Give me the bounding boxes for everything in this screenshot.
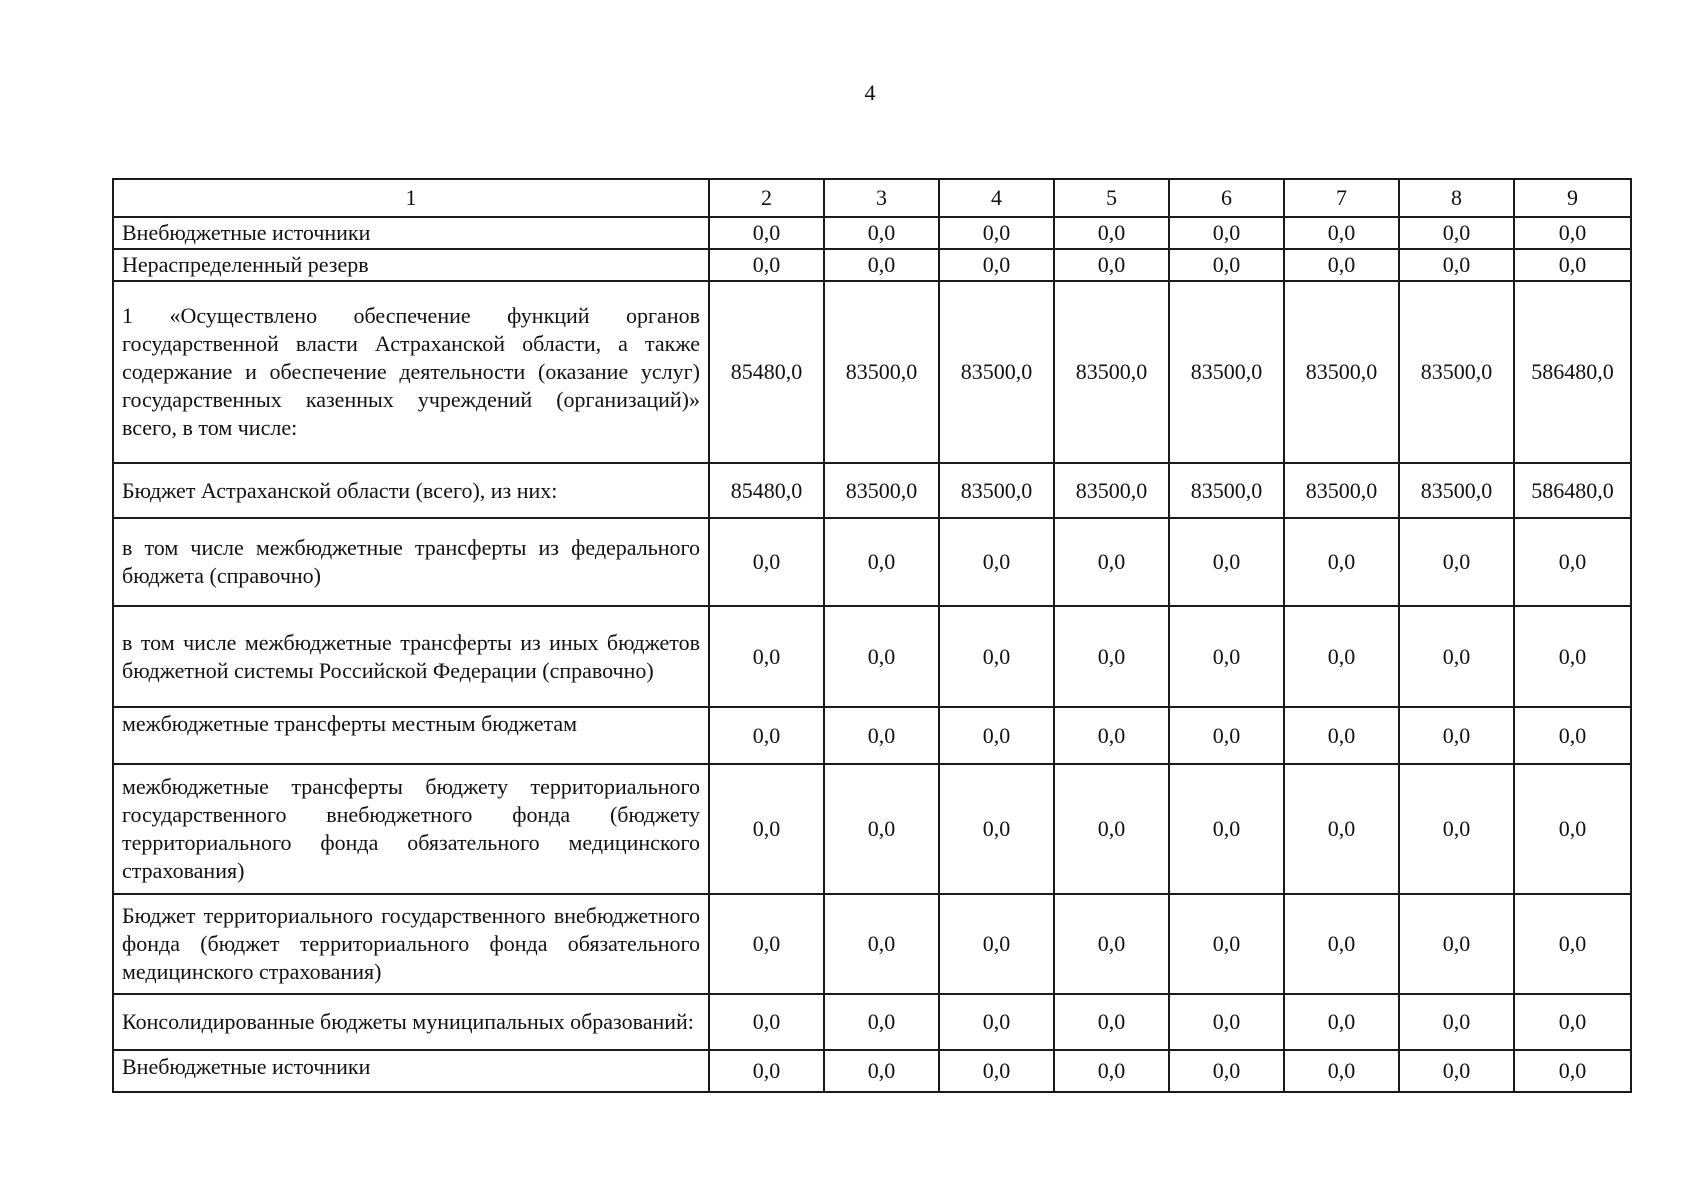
value-cell: 0,0 [1399, 707, 1514, 764]
value-cell: 0,0 [939, 217, 1054, 249]
value-cell: 586480,0 [1514, 281, 1631, 463]
column-header: 2 [709, 179, 824, 217]
row-label: межбюджетные трансферты бюджету территориального государственного внебюджетного фонда (бюджету территориального фонда обязательного медицинского страхования) [113, 764, 709, 894]
value-cell: 0,0 [939, 606, 1054, 707]
value-cell: 0,0 [709, 707, 824, 764]
row-label: Консолидированные бюджеты муниципальных образований: [113, 994, 709, 1050]
value-cell: 0,0 [939, 894, 1054, 994]
value-cell: 0,0 [1514, 707, 1631, 764]
value-cell: 0,0 [1054, 707, 1169, 764]
value-cell: 83500,0 [1399, 463, 1514, 518]
value-cell: 0,0 [709, 217, 824, 249]
value-cell: 0,0 [709, 764, 824, 894]
column-header: 5 [1054, 179, 1169, 217]
value-cell: 0,0 [1514, 249, 1631, 281]
column-header: 1 [113, 179, 709, 217]
value-cell: 0,0 [1169, 894, 1284, 994]
row-label: в том числе межбюджетные трансферты из иных бюджетов бюджетной системы Российской Федерации (справочно) [113, 606, 709, 707]
value-cell: 83500,0 [1169, 463, 1284, 518]
value-cell: 0,0 [824, 217, 939, 249]
value-cell: 0,0 [1514, 518, 1631, 606]
table-row [113, 707, 1631, 764]
value-cell: 0,0 [1284, 707, 1399, 764]
row-label: в том числе межбюджетные трансферты из федерального бюджета (справочно) [113, 518, 709, 606]
value-cell: 0,0 [709, 518, 824, 606]
row-label: Нераспределенный резерв [113, 249, 709, 281]
value-cell: 85480,0 [709, 281, 824, 463]
value-cell: 85480,0 [709, 463, 824, 518]
value-cell: 83500,0 [1054, 463, 1169, 518]
value-cell: 0,0 [1169, 518, 1284, 606]
value-cell: 83500,0 [1054, 281, 1169, 463]
column-header: 9 [1514, 179, 1631, 217]
value-cell: 0,0 [1514, 217, 1631, 249]
value-cell: 0,0 [1284, 249, 1399, 281]
value-cell: 0,0 [1399, 1050, 1514, 1092]
value-cell: 0,0 [1284, 518, 1399, 606]
value-cell: 0,0 [1399, 606, 1514, 707]
value-cell: 0,0 [709, 894, 824, 994]
value-cell: 0,0 [1399, 894, 1514, 994]
value-cell: 0,0 [1169, 764, 1284, 894]
value-cell: 0,0 [939, 707, 1054, 764]
value-cell: 0,0 [939, 994, 1054, 1050]
row-label: Бюджет Астраханской области (всего), из них: [113, 463, 709, 518]
value-cell: 0,0 [824, 249, 939, 281]
table-row [113, 463, 1631, 518]
row-label: Бюджет территориального государственного внебюджетного фонда (бюджет территориального фонда обязательного медицинского страхования) [113, 894, 709, 994]
row-label: Внебюджетные источники [113, 217, 709, 249]
value-cell: 0,0 [824, 518, 939, 606]
value-cell: 0,0 [1054, 764, 1169, 894]
table-row [113, 249, 1631, 281]
page-number: 4 [864, 80, 876, 105]
table-row [113, 217, 1631, 249]
value-cell: 83500,0 [1284, 281, 1399, 463]
value-cell: 0,0 [1514, 606, 1631, 707]
value-cell: 0,0 [1054, 994, 1169, 1050]
value-cell: 0,0 [1054, 894, 1169, 994]
value-cell: 0,0 [1169, 217, 1284, 249]
budget-table-body [113, 179, 1631, 1092]
table-row [113, 1050, 1631, 1092]
value-cell: 0,0 [1169, 707, 1284, 764]
value-cell: 0,0 [824, 606, 939, 707]
column-header: 3 [824, 179, 939, 217]
value-cell: 83500,0 [1399, 281, 1514, 463]
value-cell: 0,0 [709, 249, 824, 281]
value-cell: 0,0 [1054, 518, 1169, 606]
row-label: Внебюджетные источники [113, 1050, 709, 1092]
value-cell: 0,0 [1169, 994, 1284, 1050]
value-cell: 0,0 [1399, 764, 1514, 894]
row-label: межбюджетные трансферты местным бюджетам [113, 707, 709, 764]
value-cell: 0,0 [824, 1050, 939, 1092]
value-cell: 0,0 [1284, 894, 1399, 994]
value-cell: 0,0 [824, 894, 939, 994]
value-cell: 0,0 [1169, 1050, 1284, 1092]
table-row [113, 994, 1631, 1050]
column-header: 8 [1399, 179, 1514, 217]
value-cell: 83500,0 [939, 281, 1054, 463]
table-row [113, 894, 1631, 994]
value-cell: 0,0 [1054, 1050, 1169, 1092]
value-cell: 0,0 [1399, 249, 1514, 281]
column-header: 7 [1284, 179, 1399, 217]
budget-table [112, 178, 1632, 1093]
value-cell: 0,0 [709, 994, 824, 1050]
value-cell: 83500,0 [939, 463, 1054, 518]
value-cell: 0,0 [1284, 1050, 1399, 1092]
table-row [113, 281, 1631, 463]
value-cell: 0,0 [1399, 518, 1514, 606]
value-cell: 83500,0 [824, 281, 939, 463]
value-cell: 0,0 [1054, 249, 1169, 281]
value-cell: 0,0 [939, 249, 1054, 281]
row-label: 1 «Осуществлено обеспечение функций органов государственной власти Астраханской области, а также содержание и обеспечение деятельности (оказание услуг) государственных казенных учреждений (организаций)» всего, в том числе: [113, 281, 709, 463]
value-cell: 0,0 [1514, 1050, 1631, 1092]
value-cell: 586480,0 [1514, 463, 1631, 518]
value-cell: 0,0 [1169, 249, 1284, 281]
value-cell: 0,0 [1399, 994, 1514, 1050]
value-cell: 0,0 [939, 764, 1054, 894]
value-cell: 0,0 [1514, 894, 1631, 994]
table-row [113, 606, 1631, 707]
value-cell: 0,0 [939, 518, 1054, 606]
column-header: 4 [939, 179, 1054, 217]
value-cell: 0,0 [1284, 994, 1399, 1050]
value-cell: 0,0 [1054, 217, 1169, 249]
value-cell: 0,0 [1054, 606, 1169, 707]
header-row [113, 179, 1631, 217]
value-cell: 0,0 [709, 606, 824, 707]
table-row [113, 764, 1631, 894]
value-cell: 0,0 [1514, 764, 1631, 894]
value-cell: 0,0 [824, 764, 939, 894]
value-cell: 83500,0 [824, 463, 939, 518]
value-cell: 83500,0 [1169, 281, 1284, 463]
value-cell: 0,0 [939, 1050, 1054, 1092]
value-cell: 0,0 [709, 1050, 824, 1092]
value-cell: 0,0 [1284, 764, 1399, 894]
value-cell: 0,0 [1514, 994, 1631, 1050]
value-cell: 83500,0 [1284, 463, 1399, 518]
value-cell: 0,0 [1169, 606, 1284, 707]
value-cell: 0,0 [824, 707, 939, 764]
table-row [113, 518, 1631, 606]
value-cell: 0,0 [824, 994, 939, 1050]
column-header: 6 [1169, 179, 1284, 217]
value-cell: 0,0 [1284, 217, 1399, 249]
value-cell: 0,0 [1284, 606, 1399, 707]
value-cell: 0,0 [1399, 217, 1514, 249]
